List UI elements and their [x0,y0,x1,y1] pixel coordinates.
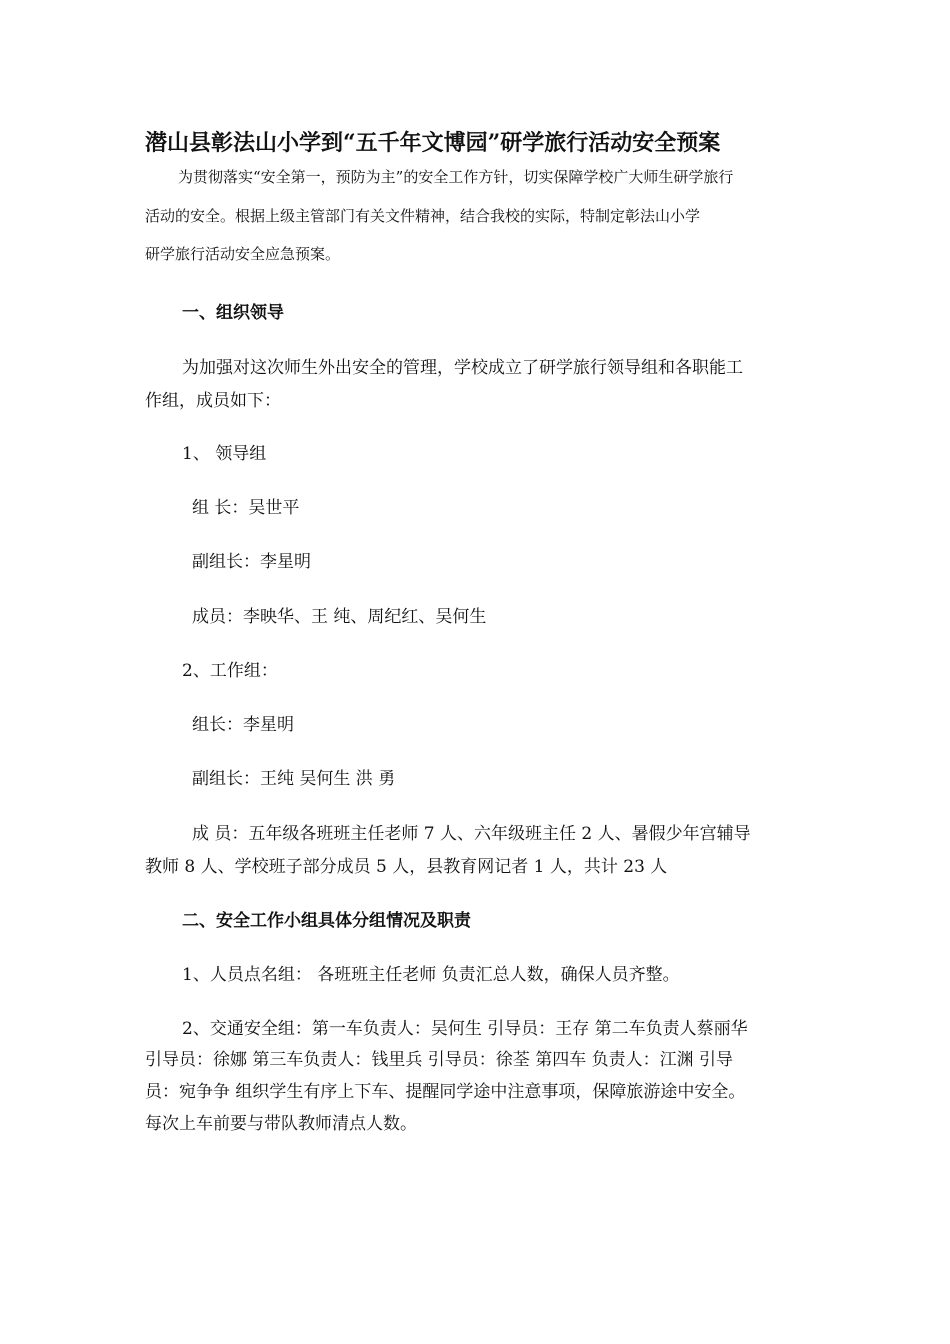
work-group-leader: 组长：李星明 [192,715,294,735]
roll-call-group: 1、人员点名组： 各班班主任老师 负责汇总人数，确保人员齐整。 [182,965,680,985]
traffic-group-line-3: 员：宛争争 组织学生有序上下车、提醒同学途中注意事项，保障旅游途中安全。 [145,1082,746,1102]
work-group-deputy: 副组长：王纯 吴何生 洪 勇 [192,769,396,789]
leadership-group-leader: 组 长：吴世平 [192,498,300,518]
intro-line-1: 为贯彻落实“安全第一，预防为主”的安全工作方针，切实保障学校广大师生研学旅行 [178,168,734,186]
leadership-group-title: 1、 领导组 [182,444,267,464]
section2-heading: 二、安全工作小组具体分组情况及职责 [182,911,471,931]
work-group-title: 2、工作组： [182,661,278,681]
document-title: 潜山县彰法山小学到“五千年文博园”研学旅行活动安全预案 [145,130,721,156]
traffic-group-line-4: 每次上车前要与带队教师清点人数。 [145,1114,417,1134]
work-group-members-line-1: 成 员：五年级各班班主任老师 7 人、六年级班主任 2 人、暑假少年宫辅导 [192,824,751,844]
work-group-members-line-2: 教师 8 人、学校班子部分成员 5 人，县教育网记者 1 人，共计 23 人 [145,857,668,877]
traffic-group-line-2: 引导员：徐娜 第三车负责人：钱里兵 引导员：徐荃 第四车 负责人：江渊 引导 [145,1050,734,1070]
intro-line-3: 研学旅行活动安全应急预案。 [145,245,341,263]
section1-heading: 一、组织领导 [182,303,284,323]
traffic-group-line-1: 2、交通安全组：第一车负责人：吴何生 引导员：王存 第二车负责人蔡丽华 [182,1019,748,1039]
section1-para-line-1: 为加强对这次师生外出安全的管理，学校成立了研学旅行领导组和各职能工 [182,358,743,378]
leadership-group-members: 成员：李映华、王 纯、周纪红、吴何生 [192,607,487,627]
section1-para-line-2: 作组，成员如下： [145,391,281,411]
leadership-group-deputy: 副组长：李星明 [192,552,311,572]
intro-line-2: 活动的安全。根据上级主管部门有关文件精神，结合我校的实际，特制定彰法山小学 [145,207,701,225]
